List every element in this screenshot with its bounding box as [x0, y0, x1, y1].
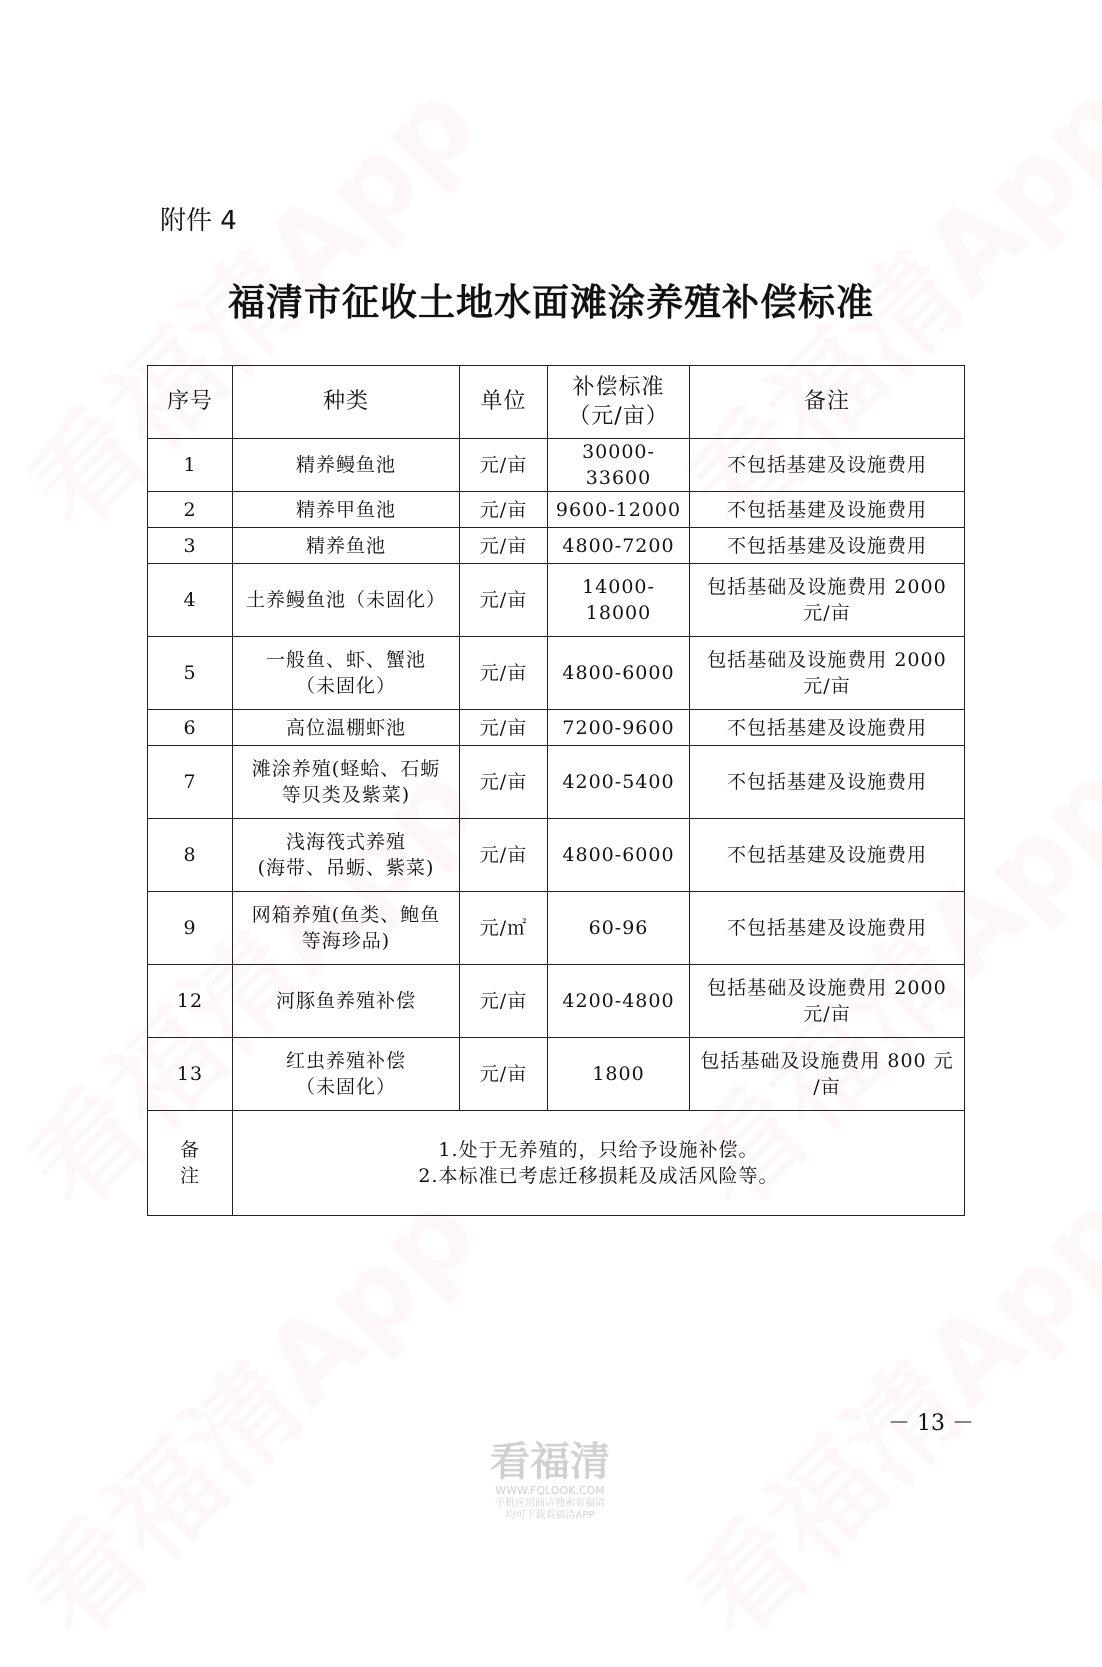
cell-unit: 元/亩	[460, 819, 548, 892]
note-line: 2.本标准已考虑迁移损耗及成活风险等。	[418, 1165, 779, 1187]
cell-standard: 9600-12000	[548, 492, 690, 528]
table-row	[148, 1038, 965, 1111]
header-remark: 备注	[690, 366, 965, 439]
cell-unit: 元/亩	[460, 492, 548, 528]
notes-body	[233, 1111, 965, 1216]
cell-remark: 不包括基建及设施费用	[690, 492, 965, 528]
remark-line: 元/亩	[803, 1003, 851, 1025]
header-standard-line1: 补偿标准	[572, 375, 665, 400]
cell-unit: 元/亩	[460, 439, 548, 492]
cell-remark: 不包括基建及设施费用	[690, 892, 965, 965]
cell-unit: 元/亩	[460, 1038, 548, 1111]
table-header-row	[148, 366, 965, 439]
cell-remark: 不包括基建及设施费用	[690, 819, 965, 892]
cell-type	[233, 1038, 460, 1111]
cell-unit: 元/亩	[460, 746, 548, 819]
cell-no: 4	[148, 564, 233, 637]
type-line: 等贝类及紫菜)	[281, 784, 411, 806]
table-row	[148, 439, 965, 492]
cell-type: 土养鳗鱼池（未固化）	[233, 564, 460, 637]
cell-type: 精养鳗鱼池	[233, 439, 460, 492]
cell-unit: 元/㎡	[460, 892, 548, 965]
cell-standard: 4200-5400	[548, 746, 690, 819]
cell-no: 13	[148, 1038, 233, 1111]
cell-remark	[690, 1038, 965, 1111]
page-title: 福清市征收土地水面滩涂养殖补偿标准	[228, 280, 874, 324]
type-line: 滩涂养殖(蛏蛤、石蛎	[251, 758, 441, 780]
logo-line2: 均可下载看福清APP	[505, 1510, 595, 1521]
type-line: 浅海筏式养殖	[285, 831, 406, 853]
table-row	[148, 637, 965, 710]
table-row	[148, 528, 965, 564]
cell-no: 3	[148, 528, 233, 564]
logo-name: 看福清	[490, 1439, 610, 1485]
cell-type: 高位温棚虾池	[233, 710, 460, 746]
cell-type	[233, 637, 460, 710]
table-row	[148, 746, 965, 819]
cell-unit: 元/亩	[460, 965, 548, 1038]
cell-standard: 4800-7200	[548, 528, 690, 564]
type-line: 一般鱼、虾、蟹池	[265, 649, 426, 671]
cell-remark: 不包括基建及设施费用	[690, 746, 965, 819]
page-number: － 13 －	[888, 1411, 974, 1436]
cell-standard: 4200-4800	[548, 965, 690, 1038]
cell-type	[233, 746, 460, 819]
cell-no: 2	[148, 492, 233, 528]
table-row	[148, 819, 965, 892]
compensation-table	[147, 365, 965, 1216]
cell-standard: 1800	[548, 1038, 690, 1111]
cell-no: 6	[148, 710, 233, 746]
remark-line: 元/亩	[803, 675, 851, 697]
type-line: (海带、吊蛎、紫菜)	[257, 857, 435, 879]
cell-standard: 4800-6000	[548, 637, 690, 710]
remark-line: 包括基础及设施费用 2000	[707, 576, 947, 598]
remark-line: 包括基础及设施费用 2000	[707, 977, 947, 999]
notes-row	[148, 1111, 965, 1216]
cell-no: 9	[148, 892, 233, 965]
cell-type: 精养鱼池	[233, 528, 460, 564]
table-row	[148, 965, 965, 1038]
header-standard-line2: （元/亩）	[568, 404, 669, 429]
cell-remark: 不包括基建及设施费用	[690, 528, 965, 564]
type-line: 网箱养殖(鱼类、鲍鱼	[251, 904, 441, 926]
cell-standard: 60-96	[548, 892, 690, 965]
cell-standard: 14000-18000	[548, 564, 690, 637]
cell-unit: 元/亩	[460, 564, 548, 637]
remark-line: /亩	[813, 1076, 841, 1098]
cell-type: 河豚鱼养殖补偿	[233, 965, 460, 1038]
header-unit: 单位	[460, 366, 548, 439]
cell-remark: 不包括基建及设施费用	[690, 710, 965, 746]
table-row	[148, 564, 965, 637]
cell-remark	[690, 965, 965, 1038]
header-type: 种类	[233, 366, 460, 439]
cell-unit: 元/亩	[460, 528, 548, 564]
watermark	[648, 1151, 1102, 1667]
type-line: 红虫养殖补偿	[285, 1050, 406, 1072]
logo-url: WWW.FQLOOK.COM	[495, 1484, 605, 1497]
cell-unit: 元/亩	[460, 637, 548, 710]
type-line: （未固化）	[295, 675, 396, 697]
logo-line1: 手机应用商店搜索看福清	[495, 1498, 605, 1509]
cell-type: 精养甲鱼池	[233, 492, 460, 528]
cell-standard: 4800-6000	[548, 819, 690, 892]
remark-line: 元/亩	[803, 602, 851, 624]
cell-standard: 30000-33600	[548, 439, 690, 492]
notes-label-char: 注	[179, 1165, 200, 1187]
cell-no: 8	[148, 819, 233, 892]
cell-type	[233, 892, 460, 965]
cell-no: 1	[148, 439, 233, 492]
remark-line: 包括基础及设施费用 2000	[707, 649, 947, 671]
cell-type	[233, 819, 460, 892]
header-no: 序号	[148, 366, 233, 439]
type-line: 等海珍品)	[301, 930, 391, 952]
cell-standard: 7200-9600	[548, 710, 690, 746]
cell-remark: 不包括基建及设施费用	[690, 439, 965, 492]
table-row	[148, 892, 965, 965]
table-row	[148, 492, 965, 528]
header-standard	[548, 366, 690, 439]
notes-label-char: 备	[179, 1139, 200, 1161]
type-line: （未固化）	[295, 1076, 396, 1098]
remark-line: 包括基础及设施费用 800 元	[700, 1050, 954, 1072]
cell-no: 7	[148, 746, 233, 819]
attachment-label: 附件 4	[160, 206, 237, 236]
cell-unit: 元/亩	[460, 710, 548, 746]
cell-no: 5	[148, 637, 233, 710]
watermark-logo	[460, 1440, 640, 1522]
cell-remark	[690, 637, 965, 710]
notes-label	[148, 1111, 233, 1216]
watermark	[0, 1151, 505, 1667]
table-row	[148, 710, 965, 746]
cell-no: 12	[148, 965, 233, 1038]
cell-remark	[690, 564, 965, 637]
note-line: 1.处于无养殖的，只给予设施补偿。	[438, 1139, 759, 1161]
